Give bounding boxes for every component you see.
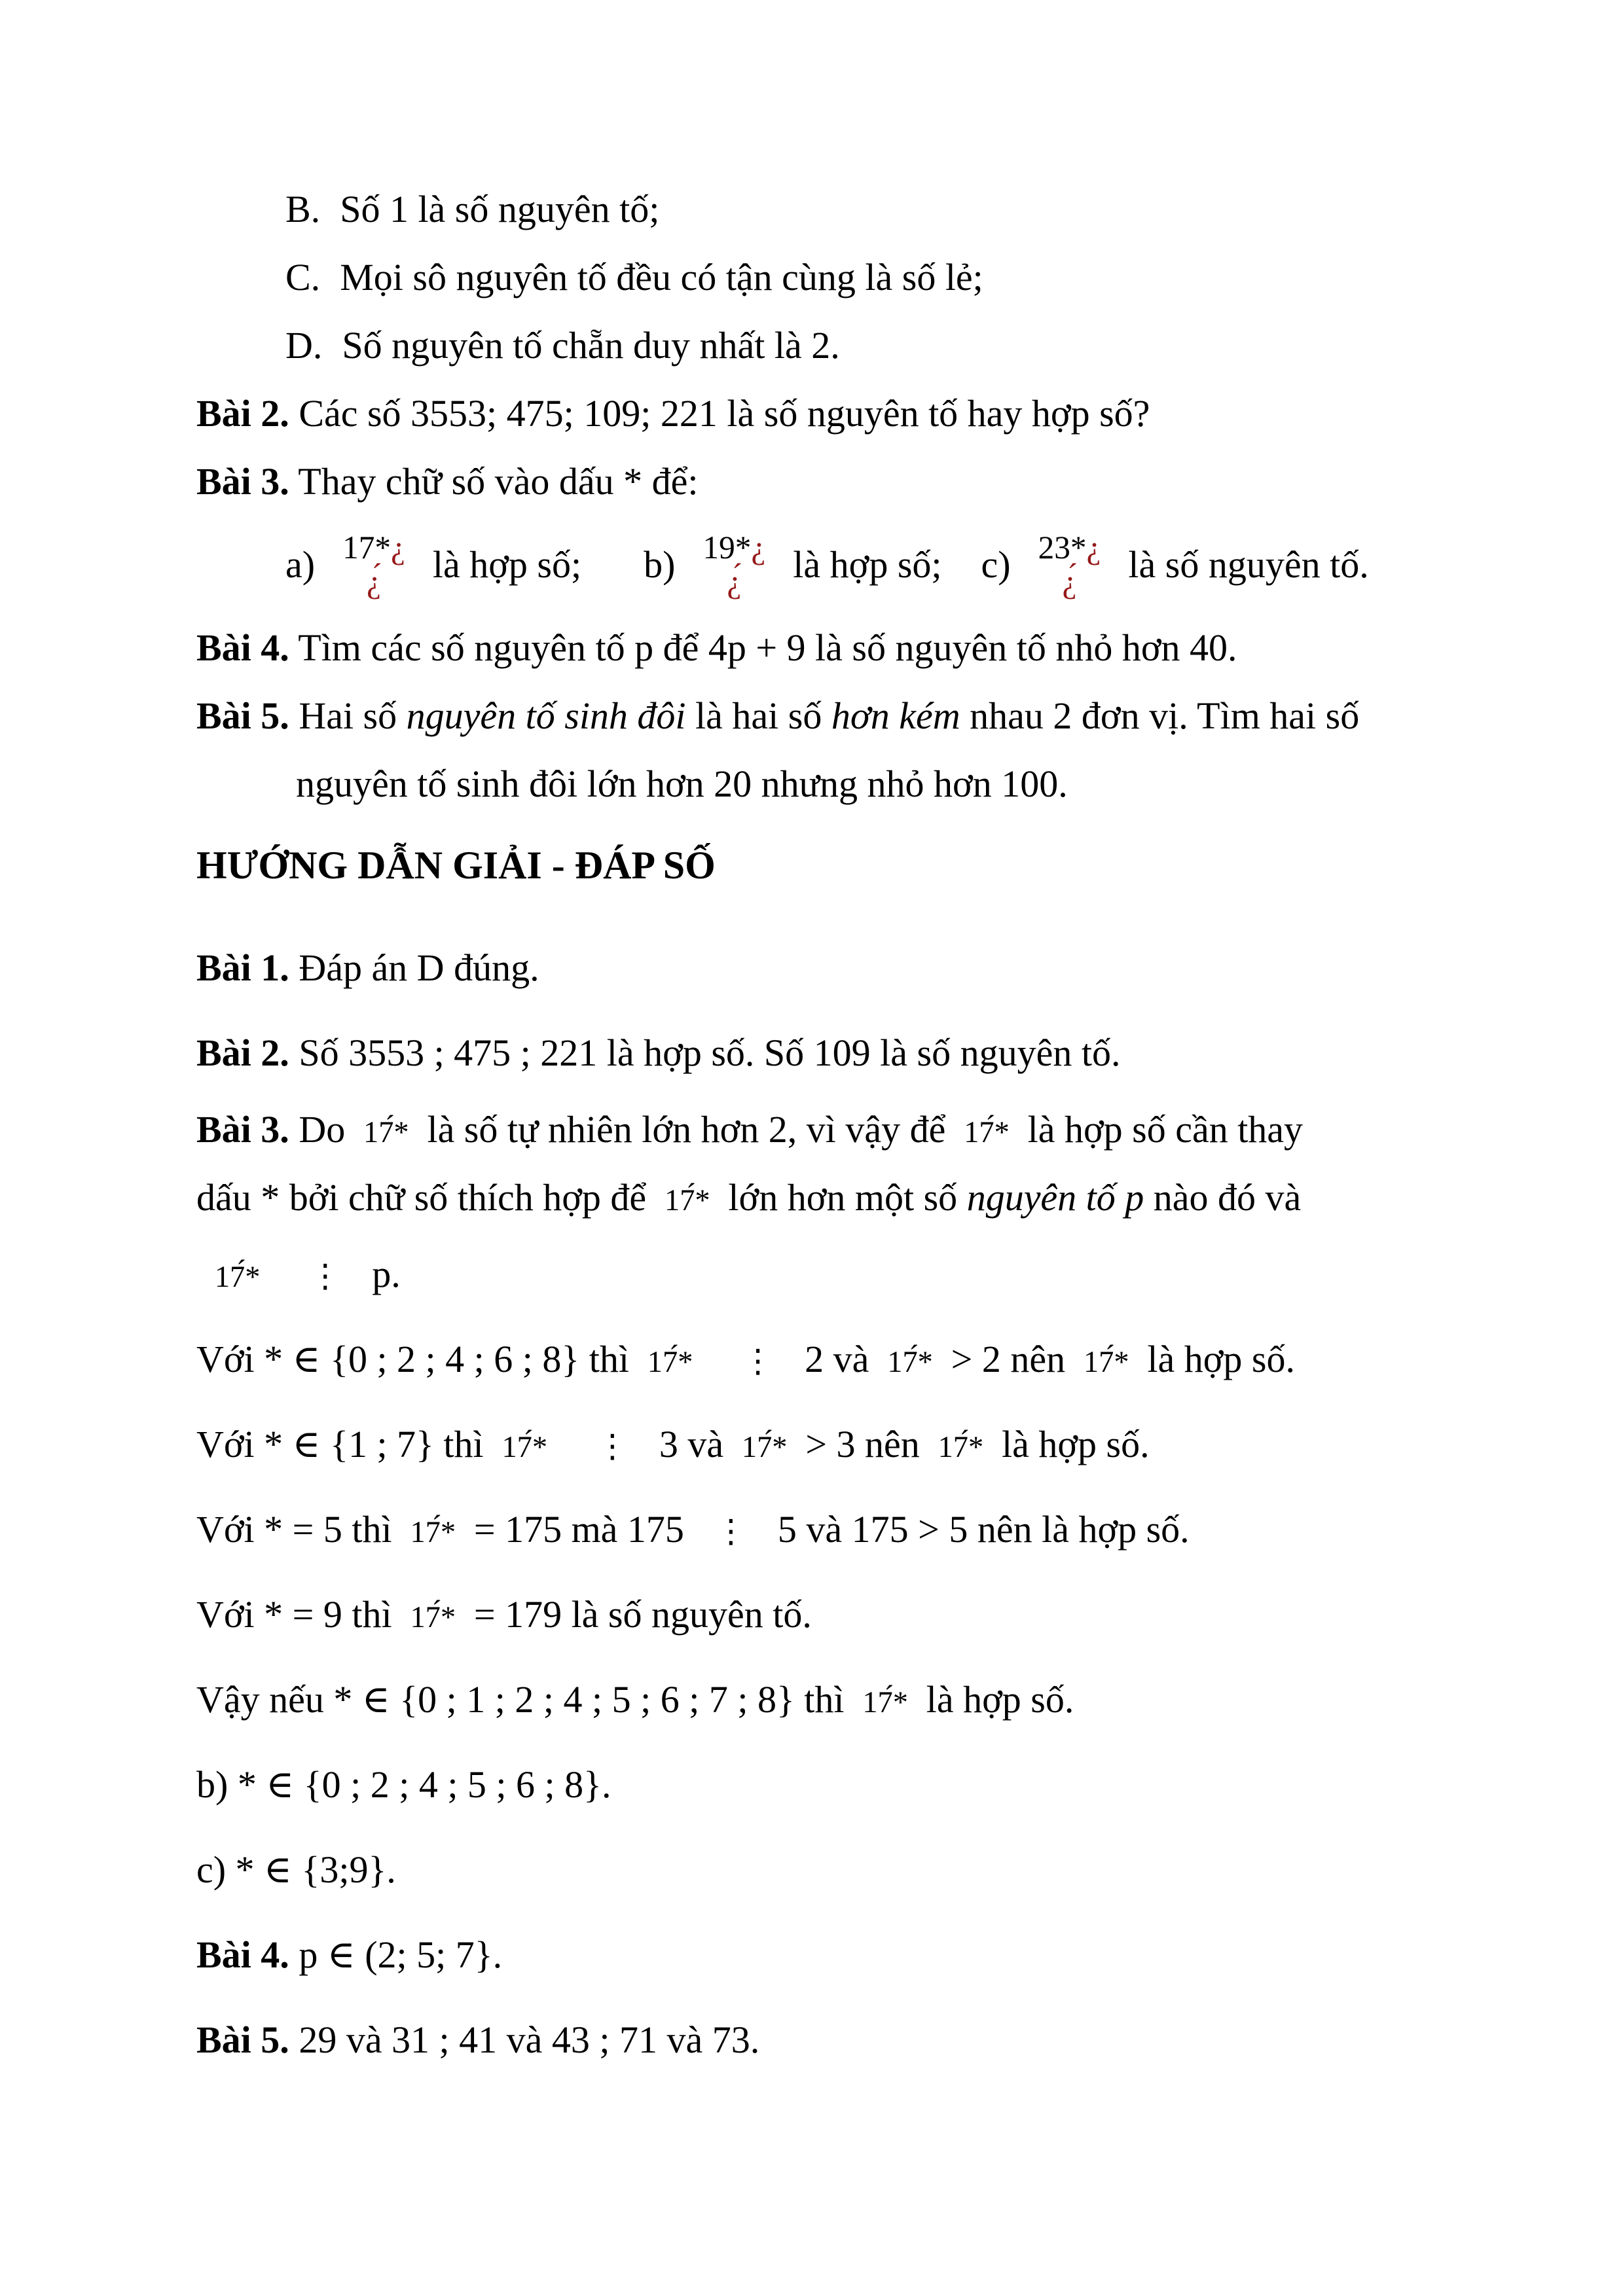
- text-run: = 179 là số nguyên tố.: [473, 1593, 812, 1636]
- text-run: b) * ∈ {0 ; 2 ; 4 ; 5 ; 6 ; 8}.: [196, 1763, 611, 1806]
- text-run: = 175 mà 175: [473, 1508, 684, 1551]
- text-run: 29 và 31 ; 41 và 43 ; 71 và 73.: [289, 2018, 760, 2061]
- text-run: Thay chữ số vào dấu * để:: [289, 460, 699, 503]
- text-run: b): [644, 543, 676, 586]
- option-c: [196, 243, 1472, 312]
- exercise-2: [196, 380, 1472, 448]
- overline-number: 17́*: [665, 1184, 710, 1217]
- overline-number: 17́*: [862, 1686, 908, 1719]
- text-run: 2 và: [805, 1338, 869, 1380]
- overline-number: 17́*: [410, 1516, 456, 1549]
- equation-top-row: [1038, 531, 1101, 564]
- text-run: 5 và 175 > 5 nên là hợp số.: [777, 1508, 1190, 1551]
- overline-number: 17́*: [410, 1601, 456, 1634]
- solution-3c: [196, 1827, 1472, 1912]
- text-run: Do: [289, 1108, 346, 1151]
- broken-equation-glyph: ¿: [1086, 529, 1101, 566]
- text-run: Vậy nếu * ∈ {0 ; 1 ; 2 ; 4 ; 5 ; 6 ; 7 ; 8} thì: [196, 1678, 845, 1721]
- text-run: là hợp số;: [793, 543, 942, 586]
- overline-number: 17́*: [741, 1431, 788, 1464]
- text-run: Đáp án D đúng.: [289, 946, 539, 989]
- text-run: B.: [285, 188, 321, 230]
- text-run: nào đó và: [1144, 1176, 1302, 1219]
- solution-2: [196, 1011, 1472, 1096]
- bold-text: Bài 2.: [196, 1031, 289, 1074]
- exercise-5-cont: [196, 750, 1472, 818]
- overline-number: 17́*: [1083, 1346, 1129, 1379]
- text-run: nhau 2 đơn vị. Tìm hai số: [960, 694, 1360, 737]
- text-run: là hợp số;: [432, 543, 582, 586]
- bold-text: Bài 4.: [196, 626, 289, 669]
- bold-text: Bài 2.: [196, 392, 289, 435]
- text-run: Tìm các số nguyên tố p để 4p + 9 là số nguyên tố nhỏ hơn 40.: [289, 626, 1237, 669]
- text-run: Hai số: [289, 694, 407, 737]
- text-run: > 2 nên: [951, 1338, 1066, 1380]
- broken-equation-glyph: ¿́: [367, 563, 381, 600]
- text-run: 3 và: [659, 1423, 724, 1465]
- text-run: Với * = 5 thì: [196, 1508, 392, 1551]
- text-run: là hợp số.: [926, 1678, 1074, 1721]
- overline-number: 17́*: [363, 1116, 409, 1149]
- overline-number: 17́*: [214, 1261, 261, 1294]
- solution-3-case-even: [196, 1317, 1472, 1402]
- solutions-heading: [196, 831, 1472, 899]
- text-run: C.: [285, 256, 321, 298]
- solution-3-case-17: [196, 1402, 1472, 1487]
- bold-text: Bài 4.: [196, 1933, 289, 1976]
- equation-top-row: [342, 531, 405, 564]
- italic-phrase: nguyên tố sinh đôi: [406, 694, 686, 737]
- document-body: [196, 175, 1472, 2083]
- solution-5: [196, 1998, 1472, 2083]
- exercise-3-items: [196, 516, 1472, 614]
- solution-3-case-5: [196, 1487, 1472, 1572]
- bold-text: Bài 5.: [196, 694, 289, 737]
- text-run: dấu * bởi chữ số thích hợp để: [196, 1176, 647, 1219]
- text-run: là số nguyên tố.: [1128, 543, 1369, 586]
- text-run: Số 3553 ; 475 ; 221 là hợp số. Số 109 là số nguyên tố.: [289, 1031, 1121, 1074]
- overline-number: 23*: [1038, 529, 1087, 566]
- solution-3b: [196, 1742, 1472, 1827]
- equation-placeholder: [342, 531, 405, 598]
- text-run: Số 1 là số nguyên tố;: [340, 188, 660, 230]
- overline-number: 19*: [702, 529, 752, 566]
- bold-text: Bài 1.: [196, 946, 289, 989]
- overline-number: 17́*: [647, 1346, 693, 1379]
- equation-top-row: [702, 531, 765, 564]
- text-run: Các số 3553; 475; 109; 221 là số nguyên tố hay hợp số?: [289, 392, 1150, 435]
- overline-number: 17́*: [938, 1431, 984, 1464]
- divides-symbol: ⋮: [596, 1427, 629, 1465]
- solution-3-conclusion: [196, 1657, 1472, 1742]
- solution-4: [196, 1912, 1472, 1998]
- text-run: nguyên tố sinh đôi lớn hơn 20 nhưng nhỏ hơn 100.: [296, 762, 1068, 805]
- overline-number: 17́*: [964, 1116, 1010, 1149]
- text-run: lớn hơn một số: [728, 1176, 967, 1219]
- exercise-3: [196, 448, 1472, 516]
- italic-phrase: hơn kém: [831, 694, 960, 737]
- overline-number: 17́*: [501, 1431, 548, 1464]
- equation-placeholder: [702, 531, 765, 598]
- exercise-4: [196, 614, 1472, 682]
- text-run: > 3 nên: [805, 1423, 920, 1465]
- broken-equation-glyph: ¿: [751, 529, 766, 566]
- broken-equation-glyph: ¿́: [727, 563, 742, 600]
- solution-3: [196, 1096, 1472, 1164]
- text-run: là hợp số.: [1002, 1423, 1150, 1465]
- solution-3-divisible: [196, 1232, 1472, 1317]
- divides-symbol: ⋮: [714, 1512, 748, 1550]
- text-run: Với * ∈ {0 ; 2 ; 4 ; 6 ; 8} thì: [196, 1338, 629, 1380]
- broken-equation-glyph: ¿́: [1062, 563, 1077, 600]
- text-run: c) * ∈ {3;9}.: [196, 1848, 396, 1891]
- option-b: [196, 175, 1472, 243]
- text-run: Với * ∈ {1 ; 7} thì: [196, 1423, 484, 1465]
- option-d: [196, 312, 1472, 380]
- divides-symbol: ⋮: [309, 1257, 342, 1295]
- overline-number: 17́*: [887, 1346, 933, 1379]
- text-run: Với * = 9 thì: [196, 1593, 392, 1636]
- broken-equation-glyph: ¿: [391, 529, 405, 566]
- solution-3-case-9: [196, 1572, 1472, 1657]
- bold-text: Bài 5.: [196, 2018, 289, 2061]
- bold-text: HƯỚNG DẪN GIẢI - ĐÁP SỐ: [196, 844, 716, 887]
- text-run: là hợp số.: [1147, 1338, 1295, 1380]
- text-run: D.: [285, 324, 323, 367]
- bold-text: Bài 3.: [196, 460, 289, 503]
- text-run: p ∈ (2; 5; 7}.: [289, 1933, 503, 1976]
- text-run: Số nguyên tố chẵn duy nhất là 2.: [342, 324, 840, 367]
- overline-number: 17*: [342, 529, 392, 566]
- equation-placeholder: [1038, 531, 1101, 598]
- bold-text: Bài 3.: [196, 1108, 289, 1151]
- text-run: c): [981, 543, 1011, 586]
- solution-3-cont: [196, 1164, 1472, 1232]
- exercise-5: [196, 682, 1472, 750]
- text-run: là hợp số cần thay: [1027, 1108, 1304, 1151]
- divides-symbol: ⋮: [742, 1342, 775, 1380]
- text-run: là hai số: [685, 694, 831, 737]
- solution-1: [196, 925, 1472, 1011]
- text-run: là số tự nhiên lớn hơn 2, vì vậy để: [427, 1108, 946, 1151]
- italic-phrase: nguyên tố p: [966, 1176, 1144, 1219]
- text-run: Mọi sô nguyên tố đều có tận cùng là số lẻ;: [340, 256, 983, 298]
- text-run: p.: [372, 1253, 401, 1295]
- text-run: a): [285, 543, 316, 586]
